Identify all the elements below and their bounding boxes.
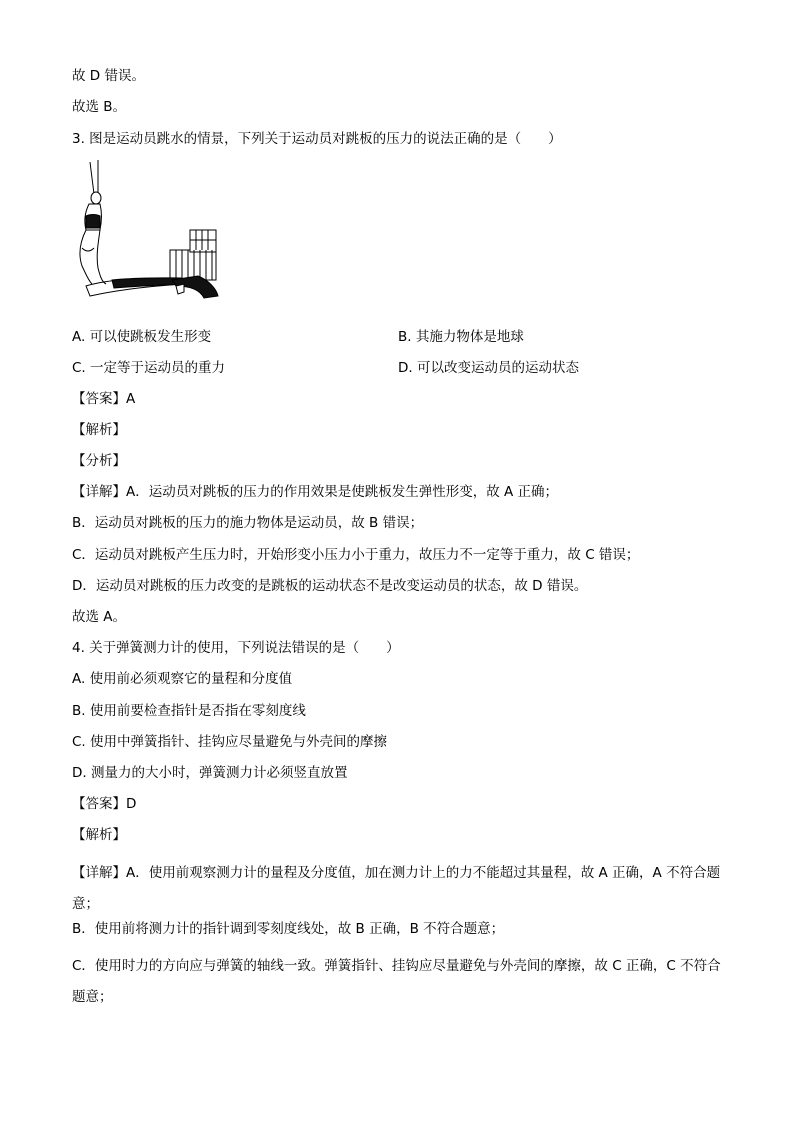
question-4-answer: 【答案】D xyxy=(72,796,137,812)
question-3-answer: 【答案】A xyxy=(72,391,136,407)
question-4-option-d: D. 测量力的大小时，弹簧测力计必须竖直放置 xyxy=(72,765,348,781)
selection-line: 故选 A。 xyxy=(72,609,127,625)
analysis-heading: 【解析】 xyxy=(72,827,126,843)
explanation-line: B．运动员对跳板的压力的施力物体是运动员，故 B 错误； xyxy=(72,515,424,531)
question-3-option-a: A. 可以使跳板发生形变 xyxy=(72,329,212,345)
explanation-line: D．运动员对跳板的压力改变的是跳板的运动状态不是改变运动员的状态，故 D 错误。 xyxy=(72,578,588,594)
question-3-option-d: D. 可以改变运动员的运动状态 xyxy=(398,360,579,376)
explanation-line: 【详解】A．运动员对跳板的压力的作用效果是使跳板发生弹性形变，故 A 正确； xyxy=(72,484,559,500)
question-4-option-b: B. 使用前要检查指针是否指在零刻度线 xyxy=(72,703,306,719)
text-line: 故 D 错误。 xyxy=(72,68,145,84)
platform-blocks xyxy=(170,230,216,280)
analysis-subheading: 【分析】 xyxy=(72,453,126,469)
text-line: 故选 B。 xyxy=(72,99,127,115)
explanation-line: C．使用时力的方向应与弹簧的轴线一致。弹簧指针、挂钩应尽量避免与外壳间的摩擦，故 C 正确，C 不符合题意； xyxy=(72,958,721,1005)
explanation-line: 【详解】A．使用前观察测力计的量程及分度值，加在测力计上的力不能超过其量程，故 A 正确，A 不符合题意； xyxy=(72,865,721,912)
question-3-option-c: C. 一定等于运动员的重力 xyxy=(72,360,226,376)
analysis-heading: 【解析】 xyxy=(72,422,126,438)
springboard xyxy=(86,276,218,298)
question-3-option-b: B. 其施力物体是地球 xyxy=(398,329,524,345)
question-3-stem: 3. 图是运动员跳水的情景，下列关于运动员对跳板的压力的说法正确的是（ ） xyxy=(72,131,562,147)
question-4-option-c: C. 使用中弹簧指针、挂钩应尽量避免与外壳间的摩擦 xyxy=(72,734,388,750)
explanation-line: C．运动员对跳板产生压力时，开始形变小压力小于重力，故压力不一定等于重力，故 C 错误； xyxy=(72,547,640,563)
diver xyxy=(80,160,106,284)
explanation-line: B．使用前将测力计的指针调到零刻度线处，故 B 正确，B 不符合题意； xyxy=(72,921,505,937)
question-4-stem: 4. 关于弹簧测力计的使用，下列说法错误的是（ ） xyxy=(72,640,400,656)
question-4-option-a: A. 使用前必须观察它的量程和分度值 xyxy=(72,671,293,687)
diver-springboard-figure xyxy=(72,158,222,300)
